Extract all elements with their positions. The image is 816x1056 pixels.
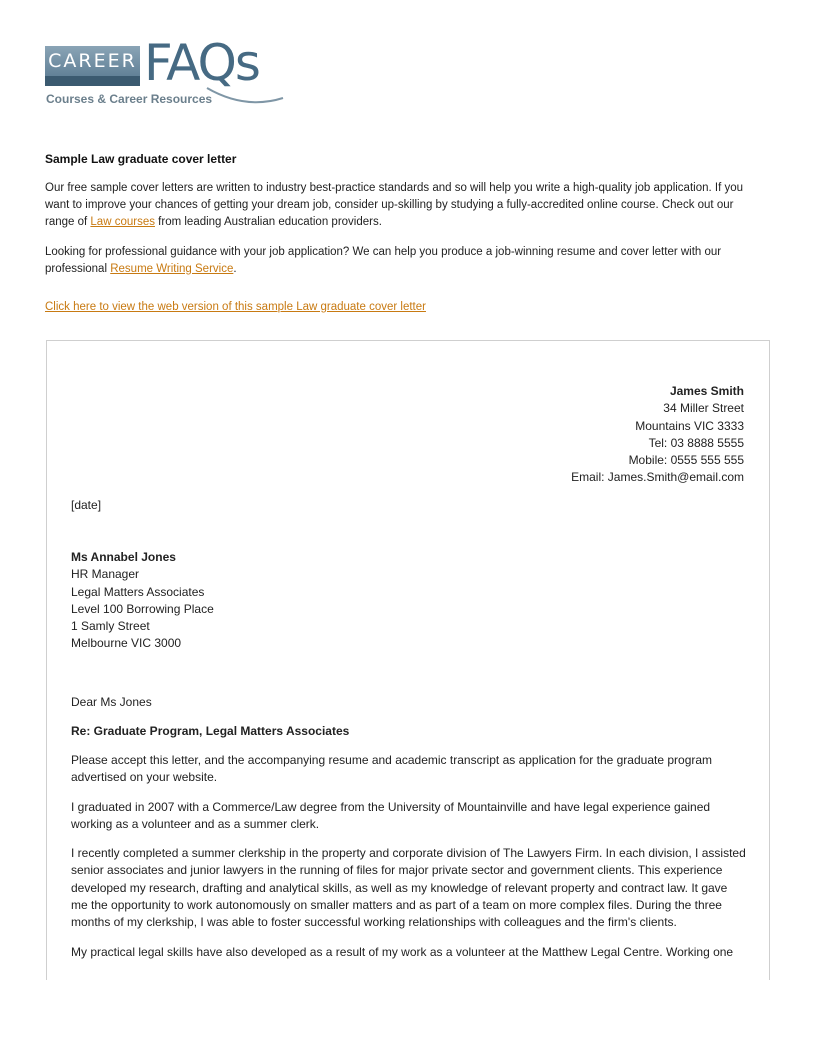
sender-mobile: Mobile: 0555 555 555 xyxy=(628,453,744,468)
intro-p2-tail: . xyxy=(233,263,237,275)
recipient-level: Level 100 Borrowing Place xyxy=(71,601,214,616)
intro-paragraph-1 xyxy=(45,180,765,231)
logo-badge-bar xyxy=(45,76,140,86)
sender-address xyxy=(571,383,744,487)
intro-p1-tail: from leading Australian education providers. xyxy=(158,216,382,228)
intro-paragraph-2 xyxy=(45,244,765,278)
recipient-city: Melbourne VIC 3000 xyxy=(71,636,182,651)
sender-street: 34 Miller Street xyxy=(663,401,744,416)
body-paragraph: Please accept this letter, and the accompanying resume and academic transcript as application for the graduate program advertised on your website. xyxy=(71,753,713,785)
recipient-address xyxy=(71,549,214,653)
recipient-title: HR Manager xyxy=(71,567,140,582)
logo-career-badge xyxy=(45,46,140,86)
intro-section xyxy=(45,152,765,291)
web-version-link[interactable]: Click here to view the web version of this sample Law graduate cover letter xyxy=(45,301,426,313)
logo-tagline: Courses & Career Resources xyxy=(46,92,213,106)
salutation: Dear Ms Jones xyxy=(71,695,152,709)
body-paragraph: I graduated in 2007 with a Commerce/Law degree from the University of Mountainville and have legal experience gained working as a volunteer and as a summer clerk. xyxy=(71,799,711,831)
recipient-company: Legal Matters Associates xyxy=(71,584,205,599)
body-paragraph: My practical legal skills have also developed as a result of my work as a volunteer at the Matthew Legal Centre. Working one xyxy=(71,944,734,959)
letter-date: [date] xyxy=(71,498,102,512)
sender-name: James Smith xyxy=(669,384,744,398)
cover-letter-box xyxy=(46,340,770,980)
careerfaqs-logo xyxy=(45,34,285,108)
letter-body xyxy=(71,752,747,973)
subject-line: Re: Graduate Program, Legal Matters Associates xyxy=(71,724,350,738)
recipient-name: Ms Annabel Jones xyxy=(71,550,176,564)
sender-tel: Tel: 03 8888 5555 xyxy=(648,435,744,450)
recipient-street: 1 Samly Street xyxy=(71,619,150,634)
body-paragraph: I recently completed a summer clerkship in the property and corporate division of The Lawyers Firm. In each division, I assisted senior associates and junior lawyers in the running of files for major private sector and government clients. This experience developed my research, drafting and analytical skills, as well as my knowledge of relevant property and contract law. It gave me the opportunity to work autonomously on smaller matters and as part of a team on more complex files. During the three months of my clerkship, I was able to foster successful working relationships with colleagues and the firm's clients. xyxy=(71,846,746,930)
intro-p1-text: Our free sample cover letters are written to industry best-practice standards and so will help you write a high-quality job application. If you want to improve your chances of getting your dream job, consider up-skilling by studying a fully-accredited online course. Check out our range of xyxy=(45,182,744,228)
resume-writing-service-link[interactable]: Resume Writing Service xyxy=(110,263,234,275)
logo-career-text: CAREER xyxy=(48,50,137,72)
logo-swoosh-icon xyxy=(205,84,285,106)
sender-email: Email: James.Smith@email.com xyxy=(571,470,744,485)
logo-faqs-text: FAQs xyxy=(144,34,259,92)
sender-suburb: Mountains VIC 3333 xyxy=(635,418,744,433)
law-courses-link[interactable]: Law courses xyxy=(90,216,155,228)
intro-p2-text: Looking for professional guidance with your job application? We can help you produce a job-winning resume and cover letter with our professional xyxy=(45,246,722,275)
page-title: Sample Law graduate cover letter xyxy=(45,152,237,166)
